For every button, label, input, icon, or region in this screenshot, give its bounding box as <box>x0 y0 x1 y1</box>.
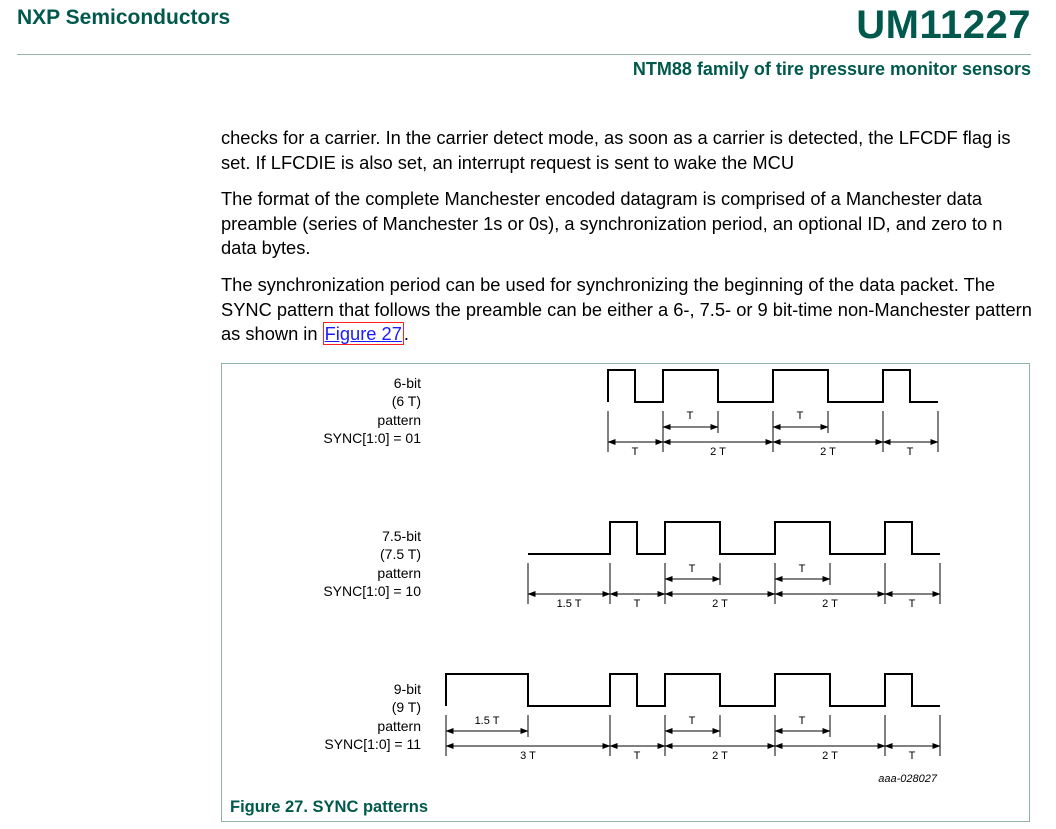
pattern-9bit-word: pattern <box>377 718 421 734</box>
dim-labels-9bit <box>475 715 916 762</box>
inner-label: T <box>798 563 806 575</box>
ticks-6bit <box>608 411 938 452</box>
waveform-6bit <box>608 370 938 402</box>
paragraph-2: The format of the complete Manchester encoded datagram is comprised of a Manchester data preamble (series of Manchester 1s or 0s), a synchronization period, an optional ID, and zero to n data bytes. <box>221 188 1003 259</box>
inner-label: T <box>686 410 694 422</box>
pattern-7-5bit-labels <box>323 528 421 599</box>
paragraph-3-text: The synchronization period can be used for synchronizing the beginning of the data packet. The SYNC pattern that follows the preamble can be either a 6-, 7.5- or 9 bit-time non-Manchester pattern as shown in <box>221 273 1032 345</box>
pattern-6bit-sync: SYNC[1:0] = 01 <box>323 430 421 446</box>
pattern-9bit-sync: SYNC[1:0] = 11 <box>324 736 421 752</box>
dim-label: T <box>633 750 641 762</box>
pattern-6bit-labels <box>323 375 421 446</box>
paragraph-3 <box>221 273 1036 347</box>
waveform-9bit <box>446 674 940 706</box>
figure-caption: Figure 27. SYNC patterns <box>230 798 429 816</box>
figure-27-link[interactable]: Figure 27 <box>324 323 402 345</box>
dim-label: T <box>631 446 639 458</box>
dim-label: T <box>633 598 641 610</box>
dim-label: 2 T <box>712 750 728 762</box>
pattern-9bit-name: 9-bit <box>393 681 421 697</box>
dim-label: 3 T <box>520 750 536 762</box>
inner-label: T <box>688 563 696 575</box>
company-name: NXP Semiconductors <box>17 6 231 29</box>
inner-label: T <box>688 715 696 727</box>
dim-label: T <box>908 750 916 762</box>
pattern-7-5bit-name: 7.5-bit <box>382 528 421 544</box>
ticks-7-5bit <box>528 563 940 604</box>
figure-code: aaa-028027 <box>878 773 937 785</box>
pattern-6bit-name: 6-bit <box>393 375 421 391</box>
header-divider <box>17 54 1031 55</box>
waveform-7-5bit <box>528 522 940 554</box>
dim-label: 2 T <box>822 750 838 762</box>
arrows-9bit <box>446 731 940 746</box>
dim-label: T <box>906 446 914 458</box>
pattern-7-5bit-duration: (7.5 T) <box>380 546 421 562</box>
pattern-9bit-labels <box>324 681 421 752</box>
inner-label: T <box>796 410 804 422</box>
dim-label: 2 T <box>820 446 836 458</box>
dim-label: 2 T <box>712 598 728 610</box>
pattern-6bit-duration: (6 T) <box>391 393 421 409</box>
figure-27 <box>221 363 1030 822</box>
pattern-9bit-duration: (9 T) <box>391 699 421 715</box>
inner-label: 1.5 T <box>474 715 500 727</box>
dim-label: 2 T <box>710 446 726 458</box>
dim-label: T <box>908 598 916 610</box>
pattern-7-5bit-word: pattern <box>377 565 421 581</box>
inner-label: T <box>798 715 806 727</box>
paragraph-1: checks for a carrier. In the carrier detect mode, as soon as a carrier is detected, the LFCDF flag is set. If LFCDIE is also set, an interrupt request is sent to wake the MCU <box>221 127 1011 173</box>
paragraph-3-end: . <box>403 323 409 345</box>
pattern-6bit-word: pattern <box>377 412 421 428</box>
pattern-7-5bit-sync: SYNC[1:0] = 10 <box>323 583 421 599</box>
dim-label: 2 T <box>822 598 838 610</box>
document-subtitle: NTM88 family of tire pressure monitor sensors <box>632 59 1031 79</box>
arrows-7-5bit <box>528 579 940 594</box>
sync-patterns-diagram <box>222 364 1031 823</box>
document-id: UM11227 <box>856 3 1031 47</box>
body-text <box>221 126 1036 359</box>
dim-label: 1.5 T <box>556 598 582 610</box>
